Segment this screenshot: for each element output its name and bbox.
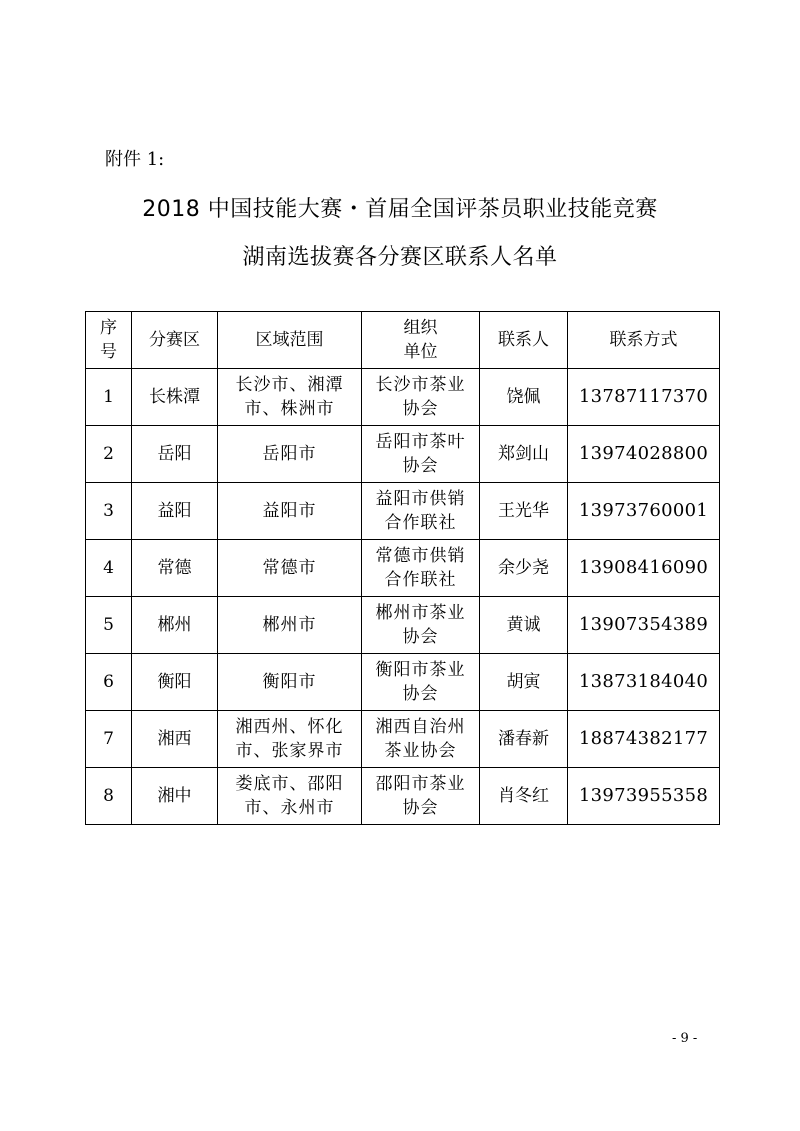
- cell-scope: [218, 483, 362, 540]
- header-index: 序 号: [86, 312, 132, 369]
- scope-line: 市、永州市: [244, 798, 335, 818]
- org-line: 常德市供销: [375, 546, 466, 566]
- table-row: [86, 426, 720, 483]
- scope-line: 郴州市: [262, 615, 317, 635]
- scope-line: 市、株洲市: [244, 399, 335, 419]
- cell-scope: [218, 540, 362, 597]
- cell-region: 湘西: [132, 711, 218, 768]
- table-body: [86, 369, 720, 825]
- cell-org: [362, 426, 480, 483]
- cell-contact: 郑剑山: [480, 426, 568, 483]
- cell-scope: [218, 711, 362, 768]
- cell-org: [362, 597, 480, 654]
- scope-line: 娄底市、邵阳: [235, 774, 344, 794]
- cell-scope: [218, 597, 362, 654]
- cell-phone: 13973760001: [568, 483, 720, 540]
- cell-phone: 18874382177: [568, 711, 720, 768]
- cell-region: 衡阳: [132, 654, 218, 711]
- cell-scope: [218, 369, 362, 426]
- cell-index: 3: [86, 483, 132, 540]
- cell-contact: 王光华: [480, 483, 568, 540]
- cell-phone: 13873184040: [568, 654, 720, 711]
- cell-scope: [218, 426, 362, 483]
- attachment-label: 附件 1:: [105, 149, 165, 170]
- scope-line: 常德市: [262, 558, 317, 578]
- scope-line: 湘西州、怀化: [235, 717, 344, 737]
- cell-region: 湘中: [132, 768, 218, 825]
- cell-contact: 黄诚: [480, 597, 568, 654]
- cell-phone: 13787117370: [568, 369, 720, 426]
- header-contact: 联系人: [480, 312, 568, 369]
- cell-phone: 13974028800: [568, 426, 720, 483]
- cell-index: 4: [86, 540, 132, 597]
- cell-scope: [218, 768, 362, 825]
- scope-line: 岳阳市: [262, 444, 317, 464]
- cell-org: [362, 483, 480, 540]
- table-row: [86, 768, 720, 825]
- cell-region: 岳阳: [132, 426, 218, 483]
- cell-org: [362, 540, 480, 597]
- cell-index: 2: [86, 426, 132, 483]
- document-title: 2018 中国技能大赛・首届全国评茶员职业技能竞赛: [142, 197, 658, 222]
- header-org: 组织 单位: [362, 312, 480, 369]
- cell-org: [362, 654, 480, 711]
- header-phone: 联系方式: [568, 312, 720, 369]
- cell-phone: 13907354389: [568, 597, 720, 654]
- cell-contact: 肖冬红: [480, 768, 568, 825]
- contact-table: [85, 311, 720, 825]
- cell-index: 7: [86, 711, 132, 768]
- cell-contact: 饶佩: [480, 369, 568, 426]
- cell-org: [362, 711, 480, 768]
- scope-line: 益阳市: [262, 501, 317, 521]
- cell-index: 8: [86, 768, 132, 825]
- document-subtitle: 湖南选拔赛各分赛区联系人名单: [242, 245, 558, 270]
- cell-region: 常德: [132, 540, 218, 597]
- table-row: [86, 483, 720, 540]
- table-row: [86, 597, 720, 654]
- table-row: [86, 540, 720, 597]
- org-line: 协会: [402, 627, 439, 647]
- org-line: 湘西自治州: [375, 717, 466, 737]
- cell-index: 5: [86, 597, 132, 654]
- org-line: 合作联社: [384, 513, 457, 533]
- org-line: 长沙市茶业: [375, 375, 466, 395]
- cell-index: 1: [86, 369, 132, 426]
- cell-phone: 13973955358: [568, 768, 720, 825]
- table-header-row: [86, 312, 720, 369]
- org-line: 益阳市供销: [375, 489, 466, 509]
- org-line: 邵阳市茶业: [375, 774, 466, 794]
- cell-region: 长株潭: [132, 369, 218, 426]
- org-line: 岳阳市茶叶: [375, 432, 466, 452]
- cell-region: 益阳: [132, 483, 218, 540]
- table-row: [86, 654, 720, 711]
- cell-scope: [218, 654, 362, 711]
- org-line: 郴州市茶业: [375, 603, 466, 623]
- cell-org: [362, 768, 480, 825]
- page-number: - 9 -: [672, 1031, 698, 1046]
- org-line: 合作联社: [384, 570, 457, 590]
- org-line: 茶业协会: [384, 741, 457, 761]
- org-line: 衡阳市茶业: [375, 660, 466, 680]
- org-line: 协会: [402, 399, 439, 419]
- org-line: 协会: [402, 798, 439, 818]
- cell-contact: 胡寅: [480, 654, 568, 711]
- cell-org: [362, 369, 480, 426]
- table-row: [86, 711, 720, 768]
- cell-index: 6: [86, 654, 132, 711]
- cell-phone: 13908416090: [568, 540, 720, 597]
- header-scope: 区域范围: [218, 312, 362, 369]
- cell-region: 郴州: [132, 597, 218, 654]
- org-line: 协会: [402, 684, 439, 704]
- cell-contact: 潘春新: [480, 711, 568, 768]
- scope-line: 长沙市、湘潭: [235, 375, 344, 395]
- header-region: 分赛区: [132, 312, 218, 369]
- scope-line: 市、张家界市: [235, 741, 344, 761]
- org-line: 协会: [402, 456, 439, 476]
- scope-line: 衡阳市: [262, 672, 317, 692]
- table-row: [86, 369, 720, 426]
- cell-contact: 余少尧: [480, 540, 568, 597]
